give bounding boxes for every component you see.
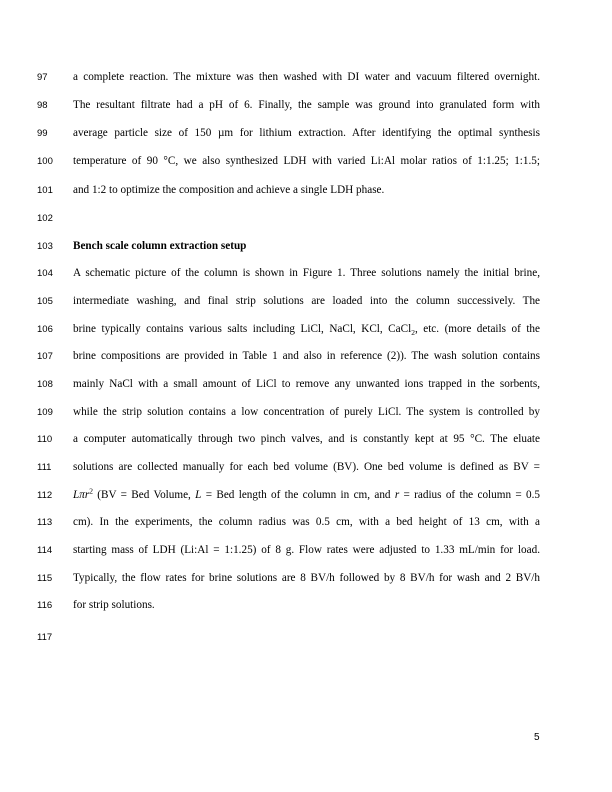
- body-text-line: brine compositions are provided in Table 1 and also in reference (2)). The wash solution contains: [73, 350, 540, 362]
- body-text-line: starting mass of LDH (Li:Al = 1:1.25) of 8 g. Flow rates were adjusted to 1.33 mL/min for load.: [73, 544, 540, 556]
- line-number: 102: [37, 213, 53, 224]
- variable: r: [394, 489, 400, 501]
- line-number: 111: [37, 462, 52, 473]
- body-text-line: and 1:2 to optimize the composition and achieve a single LDH phase.: [73, 184, 385, 196]
- body-text-line: while the strip solution contains a low concentration of purely LiCl. The system is controlled by: [73, 406, 540, 418]
- line-number: 108: [37, 379, 53, 390]
- line-number: 116: [37, 600, 53, 611]
- body-text-line: intermediate washing, and final strip solutions are loaded into the column successively. The: [73, 295, 540, 307]
- text-run: brine typically contains various salts including LiCl, NaCl, KCl, CaCl: [73, 323, 412, 335]
- text-run: = radius of the column = 0.5: [399, 489, 540, 501]
- body-text-line: cm). In the experiments, the column radius was 0.5 cm, with a bed height of 13 cm, with a: [73, 516, 540, 528]
- body-text-line: temperature of 90 °C, we also synthesized LDH with varied Li:Al molar ratios of 1:1.25; 1:1.5;: [73, 155, 540, 167]
- body-text-line: The resultant filtrate had a pH of 6. Finally, the sample was ground into granulated form with: [73, 99, 540, 111]
- body-text-line: solutions are collected manually for each bed volume (BV). One bed volume is defined as BV =: [73, 461, 540, 473]
- line-number: 117: [37, 632, 53, 643]
- text-run: (BV = Bed Volume,: [92, 489, 196, 501]
- line-number: 107: [37, 351, 53, 362]
- line-number: 101: [37, 185, 53, 196]
- subscript: 2: [411, 328, 415, 338]
- line-number: 109: [37, 407, 53, 418]
- line-number: 106: [37, 324, 53, 335]
- line-number: 100: [37, 156, 53, 167]
- section-heading: Bench scale column extraction setup: [73, 240, 247, 252]
- text-run: , etc. (more details of the: [414, 323, 540, 335]
- page-number: 5: [534, 732, 540, 743]
- line-number: 105: [37, 296, 53, 307]
- variable: L: [195, 489, 202, 501]
- body-text-line: for strip solutions.: [73, 599, 155, 611]
- body-text-line: A schematic picture of the column is shown in Figure 1. Three solutions namely the initial brine,: [73, 267, 540, 279]
- superscript: 2: [89, 486, 93, 496]
- line-number: 103: [37, 241, 53, 252]
- formula: Lπr: [73, 489, 90, 501]
- line-number: 99: [37, 128, 48, 139]
- body-text-line: [73, 486, 540, 501]
- line-number: 98: [37, 100, 48, 111]
- line-number: 114: [37, 545, 53, 556]
- line-number: 112: [37, 490, 53, 501]
- line-number: 97: [37, 72, 48, 83]
- line-number: 115: [37, 573, 53, 584]
- body-text-line: average particle size of 150 µm for lithium extraction. After identifying the optimal synthesis: [73, 127, 540, 139]
- text-run: = Bed length of the column in cm, and: [201, 489, 395, 501]
- body-text-line: [73, 323, 540, 338]
- body-text-line: a complete reaction. The mixture was then washed with DI water and vacuum filtered overnight.: [73, 71, 540, 83]
- line-number: 110: [37, 434, 53, 445]
- line-number: 104: [37, 268, 53, 279]
- line-number: 113: [37, 517, 53, 528]
- body-text-line: Typically, the flow rates for brine solutions are 8 BV/h followed by 8 BV/h for wash and 2 BV/h: [73, 572, 540, 584]
- body-text-line: mainly NaCl with a small amount of LiCl to remove any unwanted ions trapped in the sorbents,: [73, 378, 540, 390]
- body-text-line: a computer automatically through two pinch valves, and is constantly kept at 95 °C. The eluate: [73, 433, 540, 445]
